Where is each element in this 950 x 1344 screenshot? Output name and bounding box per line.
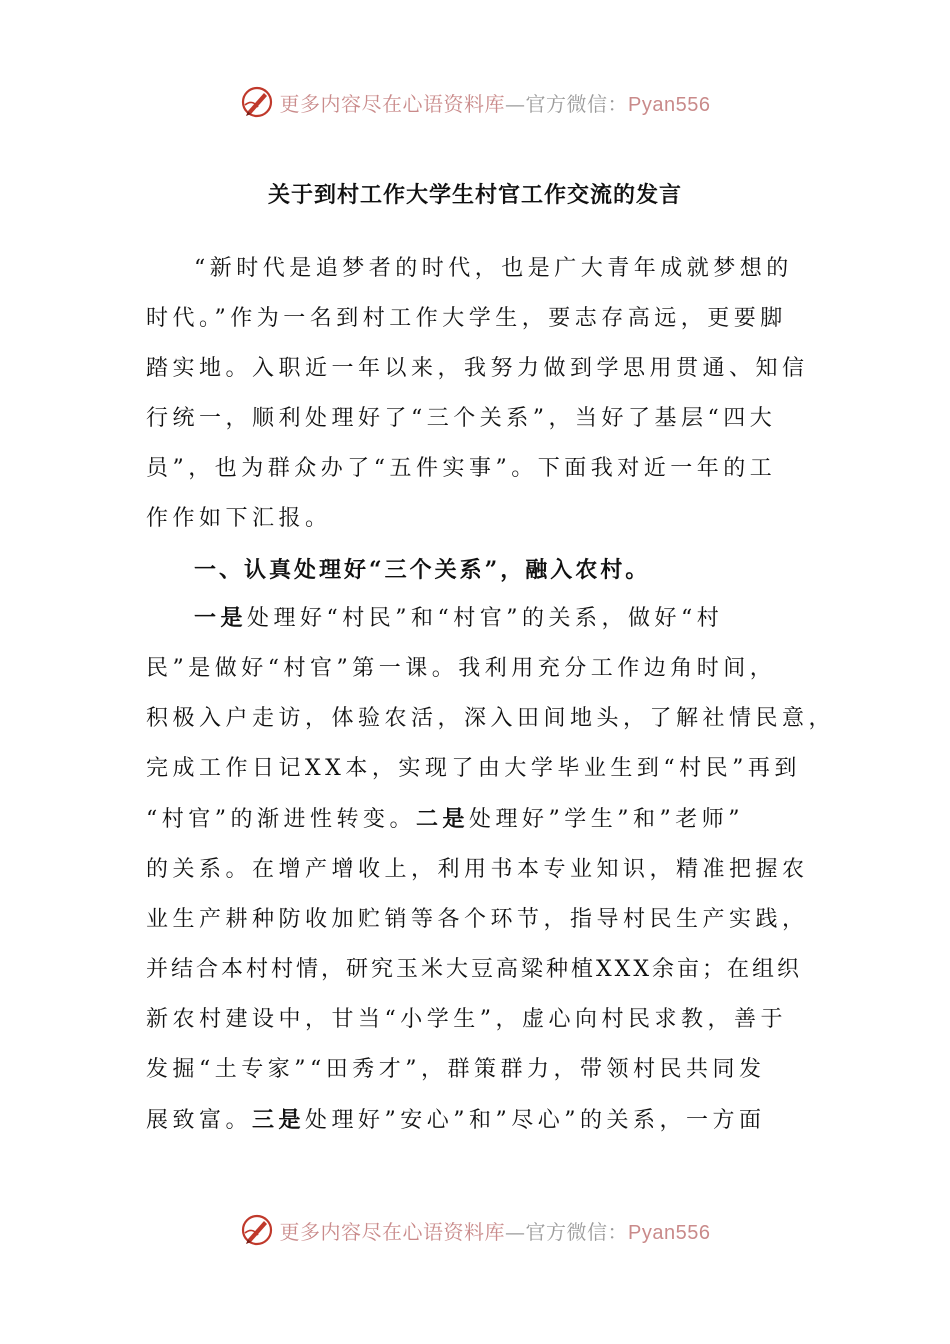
body-text: 处理好”安心”和”尽心”的关系，一方面 (305, 1108, 766, 1133)
body-line (146, 794, 806, 845)
lead-term: 三是 (252, 1107, 306, 1133)
intro-line: “新时代是追梦者的时代，也是广大青年成就梦想的 (194, 256, 793, 281)
pen-logo-icon (240, 85, 274, 119)
lead-term: 一是 (194, 605, 248, 631)
body-line: 积极入户走访，体验农活，深入田间地头，了解社情民意， (146, 706, 836, 731)
intro-line: 员”，也为群众办了“五件实事”。下面我对近一年的工 (146, 456, 777, 481)
body-line (146, 1095, 806, 1146)
body-text: 处理好“村民”和“村官”的关系，做好“村 (247, 606, 724, 631)
banner-separator: — (505, 91, 526, 116)
body-line: 新农村建设中，甘当“小学生”，虚心向村民求教，善于 (146, 1007, 787, 1032)
pen-logo-icon (240, 1213, 274, 1247)
body-text: 展致富。 (146, 1108, 253, 1133)
banner-text (280, 1216, 711, 1245)
body-line: 完成工作日记XX本，实现了由大学毕业生到“村民”再到 (146, 756, 801, 781)
banner-slogan: 更多内容尽在心语资料库 (279, 1219, 506, 1244)
intro-line: 作作如下汇报。 (146, 506, 332, 531)
lead-term: 二是 (416, 806, 470, 832)
body-line: 业生产耕种防收加贮销等各个环节，指导村民生产实践， (146, 907, 809, 932)
banner-separator: — (505, 1219, 526, 1244)
banner-wechat-label: 官方微信： (525, 1219, 629, 1244)
body-line (146, 593, 806, 644)
banner-slogan: 更多内容尽在心语资料库 (279, 91, 506, 116)
section-heading: 一、认真处理好“三个关系”，融入农村。 (194, 557, 651, 583)
banner-text (280, 88, 711, 117)
intro-line: 时代。”作为一名到村工作大学生，要志存高远，更要脚 (146, 306, 787, 331)
body-line: 的关系。在增产增收上，利用书本专业知识，精准把握农 (146, 857, 809, 882)
intro-line: 行统一，顺利处理好了“三个关系”，当好了基层“四大 (146, 406, 777, 431)
document-title: 关于到村工作大学生村官工作交流的发言 (267, 182, 682, 208)
banner-wechat-label: 官方微信： (525, 91, 629, 116)
body-text: “村官”的渐进性转变。 (146, 807, 416, 832)
intro-paragraph (146, 244, 809, 544)
section1-paragraph (146, 593, 836, 1146)
header-banner (0, 82, 950, 122)
body-line: 并结合本村村情，研究玉米大豆高粱种植XXX余亩；在组织 (146, 957, 802, 982)
intro-line: 踏实地。入职近一年以来，我努力做到学思用贯通、知信 (146, 356, 809, 381)
body-line: 民”是做好“村官”第一课。我利用充分工作边角时间， (146, 656, 777, 681)
footer-banner (0, 1210, 950, 1250)
banner-wechat-id: Pyan556 (628, 1221, 711, 1244)
banner-wechat-id: Pyan556 (628, 93, 711, 116)
body-text: 处理好”学生”和”老师” (469, 807, 745, 832)
body-line: 发掘“土专家”“田秀才”，群策群力，带领村民共同发 (146, 1057, 766, 1082)
